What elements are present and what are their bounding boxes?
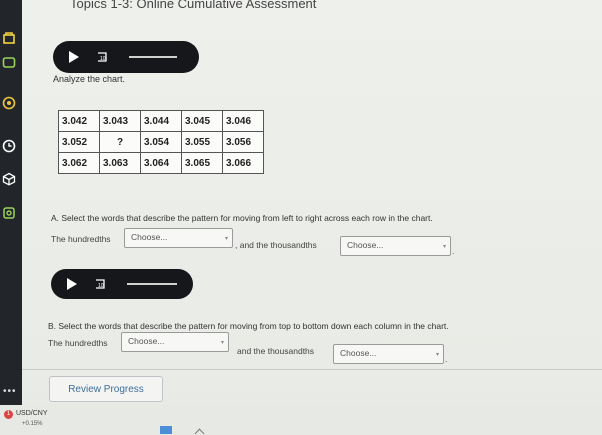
page-title: Topics 1-3: Online Cumulative Assessment <box>70 0 317 11</box>
review-progress-button[interactable]: Review Progress <box>49 376 163 402</box>
ticker-change: +0.15% <box>22 421 43 427</box>
period-a: . <box>452 246 455 256</box>
number-chart <box>58 110 264 174</box>
chevron-down-icon: ▾ <box>442 244 446 250</box>
replay-10-icon[interactable] <box>95 51 109 63</box>
label-hundredths-a: The hundredths <box>51 234 111 244</box>
chevron-down-icon: ▾ <box>435 352 439 358</box>
svg-text:10: 10 <box>98 283 104 289</box>
select-thousandths-b[interactable] <box>333 344 444 364</box>
select-value: Choose... <box>347 240 384 250</box>
divider <box>22 369 602 370</box>
select-value: Choose... <box>131 232 168 242</box>
chart-cell: 3.044 <box>141 111 182 132</box>
progress-track[interactable] <box>127 283 177 285</box>
chart-cell: 3.046 <box>223 111 264 132</box>
chart-cell: 3.055 <box>182 132 223 153</box>
select-value: Choose... <box>340 348 377 358</box>
notification-badge: 1 <box>4 410 13 419</box>
label-hundredths-b: The hundredths <box>48 338 108 348</box>
period-b: . <box>445 354 448 364</box>
question-b: B. Select the words that describe the pattern for moving from top to bottom down each column in the chart. <box>48 321 449 331</box>
chart-cell: 3.063 <box>100 153 141 174</box>
taskbar <box>0 405 602 435</box>
select-value: Choose... <box>128 336 165 346</box>
bag-icon[interactable] <box>2 30 16 44</box>
svg-text:10: 10 <box>100 56 106 62</box>
audio-player-a[interactable] <box>53 41 199 73</box>
chart-cell: ? <box>100 132 141 153</box>
select-thousandths-a[interactable] <box>340 236 451 256</box>
cube-icon[interactable] <box>2 172 16 186</box>
chart-cell: 3.054 <box>141 132 182 153</box>
select-hundredths-a[interactable] <box>124 228 233 248</box>
chevron-down-icon: ▾ <box>220 340 224 346</box>
target-icon[interactable] <box>2 96 16 110</box>
chart-cell: 3.056 <box>223 132 264 153</box>
label-thousandths-a: , and the thousandths <box>235 240 317 250</box>
label-thousandths-b: and the thousandths <box>237 346 315 356</box>
audio-player-b[interactable] <box>51 269 193 299</box>
gear-icon[interactable] <box>2 206 16 220</box>
more-icon[interactable]: ••• <box>3 386 17 397</box>
message-icon[interactable] <box>2 56 16 70</box>
chart-cell: 3.042 <box>59 111 100 132</box>
chart-row <box>59 153 264 174</box>
play-icon[interactable] <box>69 51 79 63</box>
chart-cell: 3.045 <box>182 111 223 132</box>
progress-track[interactable] <box>129 56 177 58</box>
chart-cell: 3.064 <box>141 153 182 174</box>
play-icon[interactable] <box>67 278 77 290</box>
chart-row <box>59 132 264 153</box>
chart-cell: 3.062 <box>59 153 100 174</box>
chart-cell: 3.065 <box>182 153 223 174</box>
prompt-text: Analyze the chart. <box>53 74 126 84</box>
clock-icon[interactable] <box>2 139 16 153</box>
ticker-name: USD/CNY <box>16 410 48 417</box>
stock-ticker-widget[interactable] <box>4 410 48 427</box>
select-hundredths-b[interactable] <box>121 332 229 352</box>
chart-row <box>59 111 264 132</box>
chart-cell: 3.066 <box>223 153 264 174</box>
sidebar <box>0 0 22 435</box>
chart-cell: 3.043 <box>100 111 141 132</box>
chevron-down-icon: ▾ <box>224 236 228 242</box>
replay-10-icon[interactable] <box>93 278 107 290</box>
chart-cell: 3.052 <box>59 132 100 153</box>
question-a: A. Select the words that describe the pattern for moving from left to right across each row in the chart. <box>51 213 433 223</box>
taskbar-app-icon[interactable] <box>160 426 172 434</box>
